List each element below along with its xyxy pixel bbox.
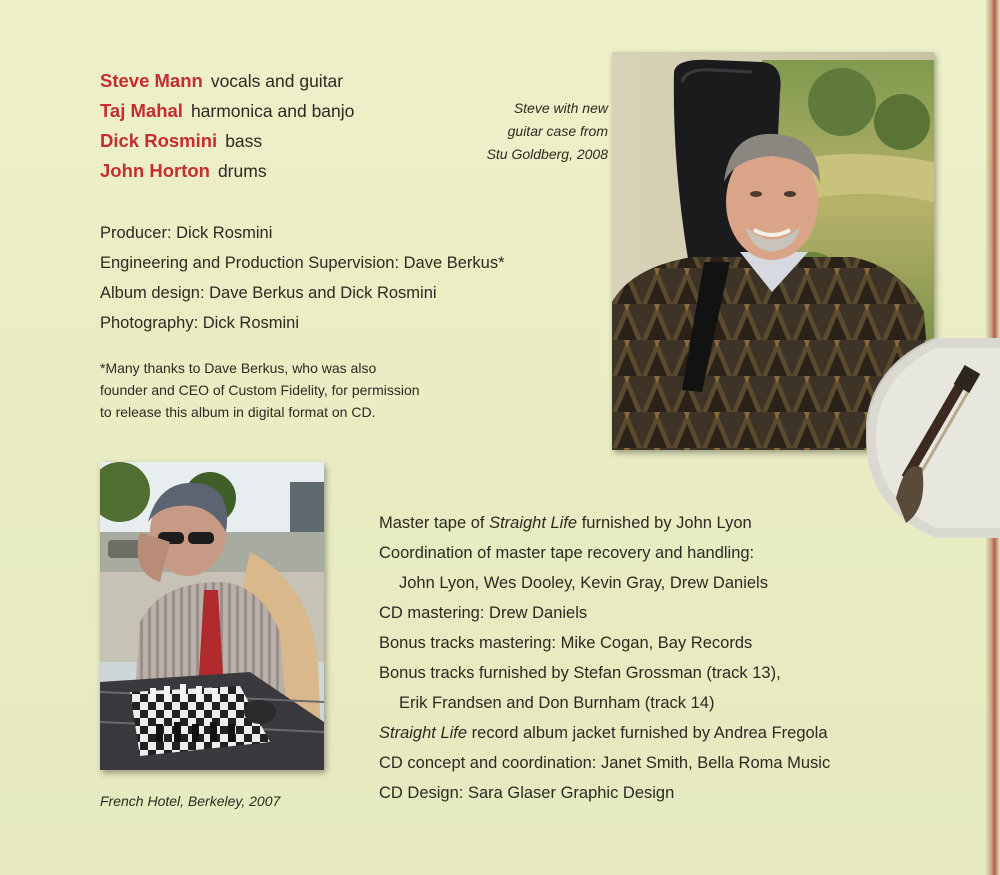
booklet-notch [866, 338, 1000, 538]
credit-role: bass [225, 131, 263, 151]
credit-role: vocals and guitar [210, 71, 344, 91]
credit-line [100, 126, 354, 156]
master-line: CD Design: Sara Glaser Graphic Design [379, 784, 675, 802]
master-text: furnished by John Lyon [577, 514, 752, 532]
master-text: Master tape of [379, 514, 490, 532]
mastering-credits [379, 508, 830, 808]
production-line: Album design: Dave Berkus and Dick Rosmini [100, 284, 437, 302]
credit-name: John Horton [100, 160, 210, 181]
master-line-indented: John Lyon, Wes Dooley, Kevin Gray, Drew Daniels [399, 574, 768, 592]
footnote-line: to release this album in digital format on CD. [100, 404, 376, 420]
production-line: Photography: Dick Rosmini [100, 314, 299, 332]
caption-line: guitar case from [507, 123, 608, 139]
credit-line [100, 96, 354, 126]
master-line-indented: Erik Frandsen and Don Burnham (track 14) [399, 694, 715, 712]
master-line: CD concept and coordination: Janet Smith, Bella Roma Music [379, 754, 831, 772]
photo-caption-top [440, 97, 608, 166]
master-line: Bonus tracks mastering: Mike Cogan, Bay Records [379, 634, 753, 652]
photo-chess-berkeley [100, 462, 324, 770]
musician-credits [100, 66, 354, 186]
production-line: Engineering and Production Supervision: Dave Berkus* [100, 254, 505, 272]
production-credits [100, 218, 505, 338]
footnote-line: founder and CEO of Custom Fidelity, for permission [100, 382, 420, 398]
master-line: CD mastering: Drew Daniels [379, 604, 588, 622]
credit-role: harmonica and banjo [190, 101, 355, 121]
credit-name: Dick Rosmini [100, 130, 218, 151]
production-line: Producer: Dick Rosmini [100, 224, 273, 242]
footnote [100, 357, 500, 423]
album-title-italic: Straight Life [489, 514, 578, 532]
credit-line [100, 66, 354, 96]
caption-line: Steve with new [513, 100, 608, 116]
master-line: Bonus tracks furnished by Stefan Grossman (track 13), [379, 664, 781, 682]
master-line [379, 718, 830, 748]
credit-line [100, 156, 354, 186]
footnote-line: *Many thanks to Dave Berkus, who was also [100, 360, 377, 376]
photo-caption-bottom: French Hotel, Berkeley, 2007 [100, 793, 281, 809]
credit-name: Taj Mahal [100, 100, 183, 121]
caption-line: Stu Goldberg, 2008 [486, 146, 608, 162]
credit-name: Steve Mann [100, 70, 203, 91]
credit-role: drums [217, 161, 267, 181]
master-line [379, 508, 830, 538]
album-title-italic: Straight Life [379, 724, 468, 742]
master-text: record album jacket furnished by Andrea Fregola [467, 724, 828, 742]
master-line: Coordination of master tape recovery and handling: [379, 544, 755, 562]
